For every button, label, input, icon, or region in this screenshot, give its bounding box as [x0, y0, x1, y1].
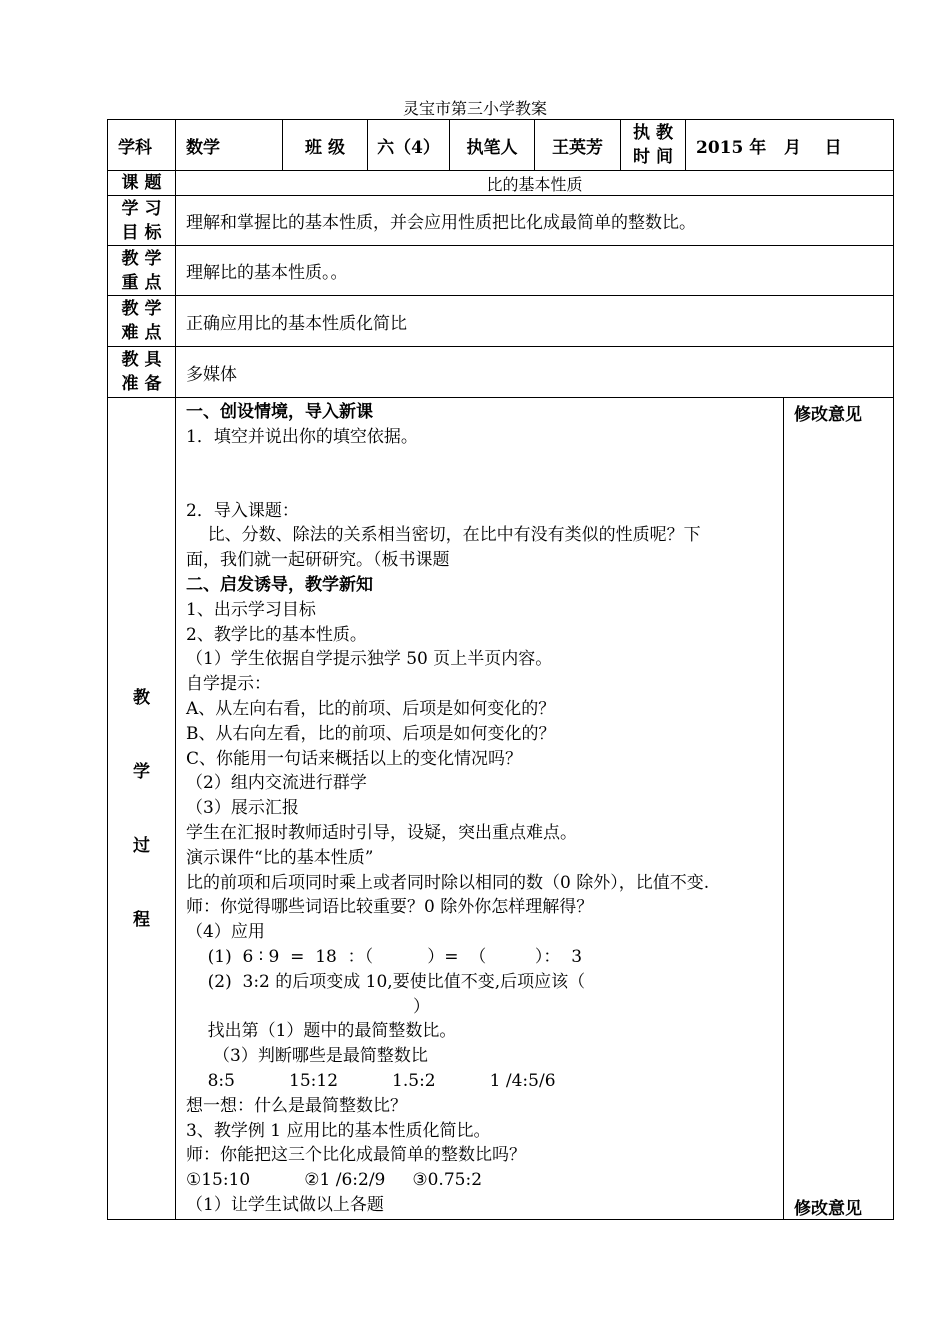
content-line: 1．填空并说出你的填空依据。: [186, 426, 418, 447]
process-label-char: 程: [133, 909, 150, 930]
difficulty-label-line2: 难 点: [121, 323, 162, 343]
topic-label: 课 题: [108, 171, 176, 196]
tools-label: [108, 347, 176, 398]
content-line: 演示课件“比的基本性质”: [186, 847, 374, 868]
content-line: （1）学生依据自学提示独学 50 页上半页内容。: [186, 649, 553, 670]
content-line: （1）让学生试做以上各题: [186, 1194, 384, 1215]
content-line: 学生在汇报时教师适时引导，设疑，突出重点难点。: [186, 822, 577, 843]
content-line: ①15:10 ②1 /6:2/9 ③0.75:2: [186, 1170, 483, 1191]
key-point-row: [108, 246, 894, 296]
section-heading: 二、启发诱导，教学新知: [186, 574, 373, 595]
topic-value: 比的基本性质: [176, 171, 894, 196]
content-line: （4）应用: [186, 922, 265, 943]
content-line: 2．导入课题：: [186, 500, 299, 521]
key-point-label-line1: 教 学: [121, 248, 162, 269]
content-line: 找出第（1）题中的最简整数比。: [186, 1021, 457, 1042]
teaching-time-label-line2: 时 间: [633, 147, 673, 167]
process-label-char: 过: [133, 835, 150, 856]
content-line: (2) 3:2 的后项变成 10,要使比值不变,后项应该（: [186, 971, 586, 992]
class-label: 班 级: [283, 120, 368, 171]
document-title: 灵宝市第三小学教案: [402, 99, 547, 118]
revision-label-bottom: 修改意见: [794, 1199, 862, 1219]
goal-value: 理解和掌握比的基本性质，并会应用性质把比化成最简单的整数比。: [176, 196, 894, 246]
revision-label-top: 修改意见: [794, 405, 862, 425]
tools-label-line1: 教 具: [121, 350, 162, 370]
header-row: [108, 120, 894, 171]
goal-label-line2: 目 标: [121, 222, 162, 243]
content-line: 比、分数、除法的关系相当密切，在比中有没有类似的性质呢？下: [186, 525, 701, 546]
teaching-time-label-line1: 执 教: [633, 123, 673, 143]
key-point-value: 理解比的基本性质。。: [176, 246, 894, 296]
content-line: 面，我们就一起研研究。（板书课题: [186, 550, 450, 571]
content-line: B、从右向左看，比的前项、后项是如何变化的？: [186, 723, 556, 744]
process-label-char: 教: [133, 687, 150, 708]
subject-value: 数学: [176, 120, 283, 171]
content-line: （2）组内交流进行群学: [186, 773, 367, 794]
revision-column: [784, 398, 894, 1220]
subject-label: 学科: [108, 120, 176, 171]
tools-label-line2: 准 备: [121, 374, 162, 394]
content-line: A、从左向右看，比的前项、后项是如何变化的？: [186, 698, 556, 719]
teaching-time-value: 2015 年 月 日: [686, 120, 894, 171]
content-line: 比的前项和后项同时乘上或者同时除以相同的数（0 除外），比值不变.: [186, 872, 710, 893]
blank-space: [186, 450, 783, 499]
process-label: [108, 398, 176, 1220]
content-line: 1、出示学习目标: [186, 599, 316, 620]
difficulty-row: [108, 296, 894, 347]
content-line: （3）展示汇报: [186, 798, 299, 819]
content-line: (1) 6 ∶ 9 = 18 ：（ ）= （ ）： 3: [186, 946, 583, 967]
key-point-label-line2: 重 点: [121, 272, 162, 293]
content-line: 师：你觉得哪些词语比较重要？0 除外你怎样理解得？: [186, 897, 594, 918]
content-line: 3、教学例 1 应用比的基本性质化简比。: [186, 1120, 491, 1141]
process-content: [176, 398, 784, 1220]
difficulty-value: 正确应用比的基本性质化简比: [176, 296, 894, 347]
tools-row: [108, 347, 894, 398]
author-value: 王英芳: [535, 120, 621, 171]
content-line: 8:5 15:12 1.5:2 1 /4:5/6: [186, 1070, 556, 1091]
process-label-char: 学: [133, 761, 150, 782]
goal-row: [108, 196, 894, 246]
key-point-label: [108, 246, 176, 296]
content-line: C、你能用一句话来概括以上的变化情况吗？: [186, 748, 523, 769]
content-line: 师：你能把这三个比化成最简单的整数比吗？: [186, 1145, 526, 1166]
process-row: [108, 398, 894, 1220]
content-line: ）: [186, 996, 430, 1017]
content-lines: [186, 499, 783, 1218]
content-line: 自学提示：: [186, 674, 271, 695]
lesson-plan-table: [107, 119, 894, 1220]
difficulty-label-line1: 教 学: [121, 299, 162, 319]
difficulty-label: [108, 296, 176, 347]
content-line: （3）判断哪些是最简整数比: [186, 1046, 428, 1067]
content-line: 2、教学比的基本性质。: [186, 624, 367, 645]
goal-label: [108, 196, 176, 246]
teaching-time-label: [621, 120, 686, 171]
tools-value: 多媒体: [176, 347, 894, 398]
content-line: 想一想：什么是最简整数比？: [186, 1095, 407, 1116]
class-value: 六（4）: [368, 120, 450, 171]
section-heading: 一、创设情境，导入新课: [186, 402, 373, 422]
topic-row: [108, 171, 894, 196]
goal-label-line1: 学 习: [121, 198, 162, 219]
author-label: 执笔人: [450, 120, 535, 171]
